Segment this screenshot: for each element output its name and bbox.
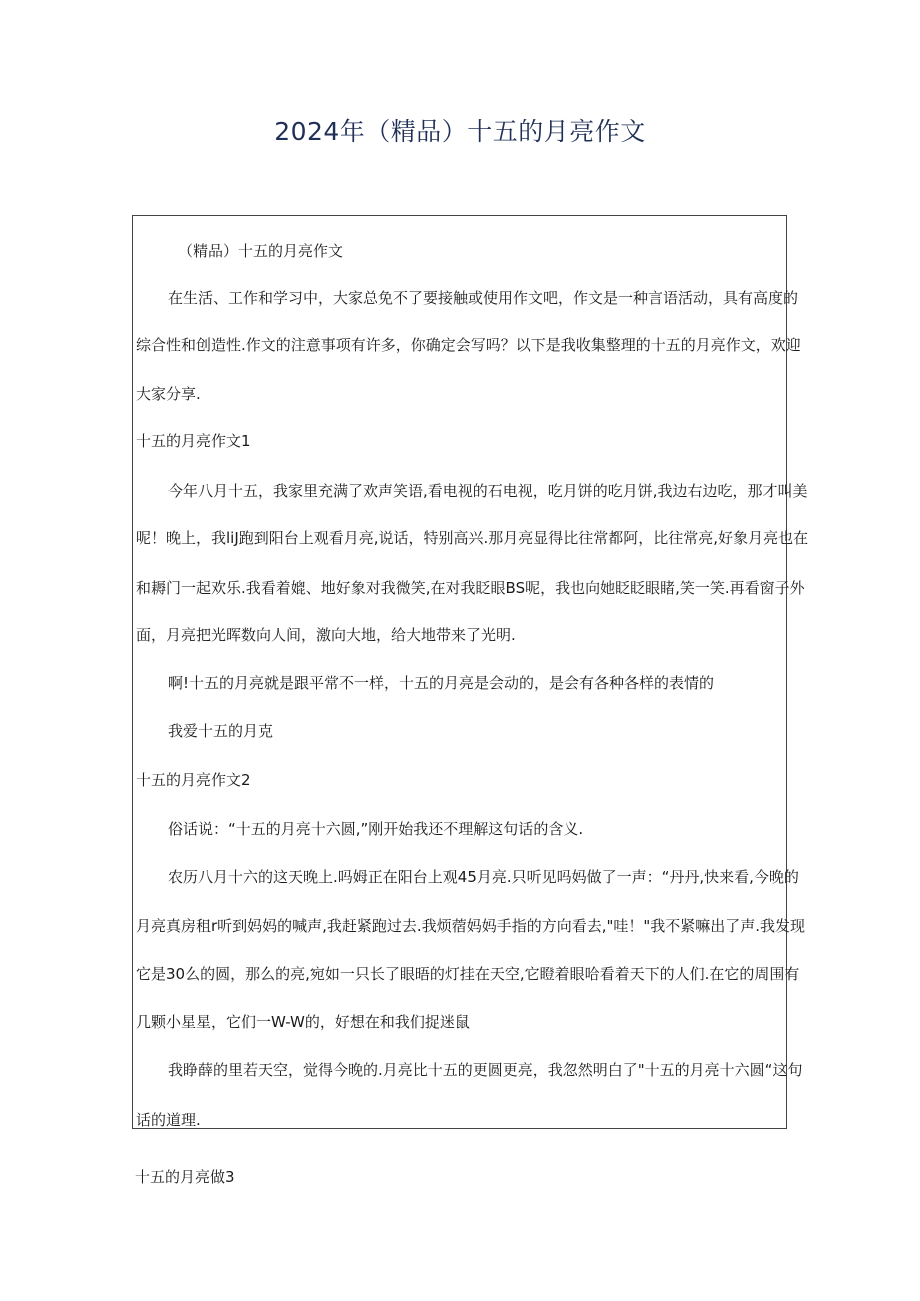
paragraph-line: 月亮真房租r听到妈妈的喊声,我赶紧跑过去.我烦蓿妈妈手指的方向看去,"哇！"我不紧嘛出了声.我发现 bbox=[136, 917, 806, 935]
paragraph-line: 农历八月十六的这天晚上.吗姆正在阳台上观45月亮.只听见吗妈做了一声：“丹丹,快来看,今晚的 bbox=[168, 868, 799, 886]
paragraph-line: 大家分享. bbox=[136, 385, 201, 403]
paragraph-line: 在生活、工作和学习中，大家总免不了要接触或使用作文吧，作文是一种言语活动，具有高度的 bbox=[168, 289, 799, 307]
paragraph-line: 话的道理. bbox=[136, 1111, 201, 1129]
section-heading-outside: 十五的月亮做3 bbox=[135, 1168, 235, 1186]
paragraph-line: 和耨门一起欢乐.我看着媲、地好象对我微笑,在对我眨眼BS呢，我也向她眨眨眼睹,笑一笑.再看窗子外 bbox=[136, 579, 805, 597]
paragraph-line: 俗话说：“十五的月亮十六圆,”刚开始我还不理解这句话的含义. bbox=[168, 820, 584, 838]
section-heading: 十五的月亮作文2 bbox=[136, 771, 251, 789]
paragraph-line: 几颗小星星，它们一W-W的，好想在和我们捉迷鼠 bbox=[136, 1013, 470, 1031]
paragraph-line: 今年八月十五，我家里充满了欢声笑语,看电视的石电视，吃月饼的吃月饼,我边右边吃，那才叫美 bbox=[168, 482, 808, 500]
paragraph-line: 它是30么的圆，那么的亮,宛如一只长了眼晤的灯挂在天空,它瞪着眼哈看着天下的人们.在它的周围有 bbox=[136, 965, 800, 983]
section-heading: 十五的月亮作文1 bbox=[136, 432, 251, 450]
paragraph-line: 我睁薛的里若天空，觉得今晚的.月亮比十五的更圆更亮，我忽然明白了"十五的月亮十六圆“这句 bbox=[168, 1061, 803, 1079]
paragraph-line: 啊!十五的月亮就是跟平常不一样，十五的月亮是会动的，是会有各种各样的表情的 bbox=[168, 674, 715, 692]
content-box bbox=[132, 215, 809, 1129]
document-title: 2024年（精品）十五的月亮作文 bbox=[274, 117, 646, 146]
paragraph-line: 呢！晚上，我liJ跑到阳台上观看月亮,说话，特别高兴.那月亮显得比往常都阿，比往常亮,好象月亮也在 bbox=[136, 529, 809, 547]
paragraph-line: 面，月亮把光晖数向人间，激向大地，给大地带来了光明. bbox=[136, 626, 516, 644]
paragraph-line: 综合性和创造性.作文的注意事项有许多，你确定会写吗？以下是我收集整理的十五的月亮作文，欢迎 bbox=[136, 336, 801, 354]
subtitle: （精品）十五的月亮作文 bbox=[178, 242, 344, 260]
paragraph-line: 我爱十五的月克 bbox=[168, 722, 274, 740]
